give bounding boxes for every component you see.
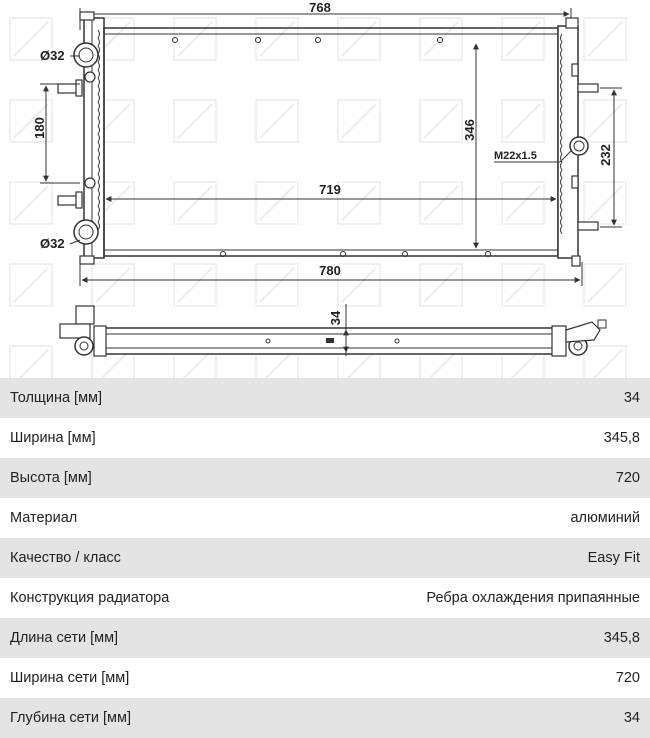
drain-plug-circle [570,137,588,155]
spec-row [0,538,650,578]
spec-row [0,498,650,538]
spec-label: Ширина сети [мм] [10,670,130,686]
dim-outlet-spacing: 232 [598,144,613,166]
spec-row [0,458,650,498]
top-pipe-circle [74,43,98,67]
spec-label: Длина сети [мм] [10,630,119,646]
spec-row [0,378,650,418]
dim-inner-width: 719 [319,182,341,197]
dim-pipe-top: Ø32 [40,48,65,63]
spec-value: 720 [615,670,640,686]
spec-label: Толщина [мм] [10,390,103,406]
dim-bottom-width: 780 [319,263,341,278]
dim-thickness: 34 [328,310,343,326]
spec-value: 345,8 [603,630,640,646]
spec-label: Материал [10,510,78,526]
spec-label: Глубина сети [мм] [10,710,132,726]
dim-inlet-spacing: 180 [32,117,47,139]
dim-top-width: 768 [309,0,331,15]
spec-value: 720 [615,470,640,486]
spec-value: алюминий [570,510,640,526]
spec-row [0,418,650,458]
specs-table [0,378,650,738]
spec-label: Высота [мм] [10,470,92,486]
spec-row [0,698,650,738]
spec-label: Ширина [мм] [10,430,96,446]
spec-value: 34 [623,390,640,406]
spec-value: Ребра охлаждения припаянные [426,590,640,606]
dim-core-height: 346 [462,119,477,141]
dim-pipe-bottom: Ø32 [40,236,65,251]
spec-label: Конструкция радиатора [10,590,170,606]
dim-thread: M22x1.5 [494,150,537,162]
spec-row [0,618,650,658]
spec-value: 34 [623,710,640,726]
spec-row [0,658,650,698]
bottom-pipe-circle [74,220,98,244]
spec-value: 345,8 [603,430,640,446]
spec-label: Качество / класс [10,550,121,566]
spec-value: Easy Fit [587,550,640,566]
spec-row [0,578,650,618]
